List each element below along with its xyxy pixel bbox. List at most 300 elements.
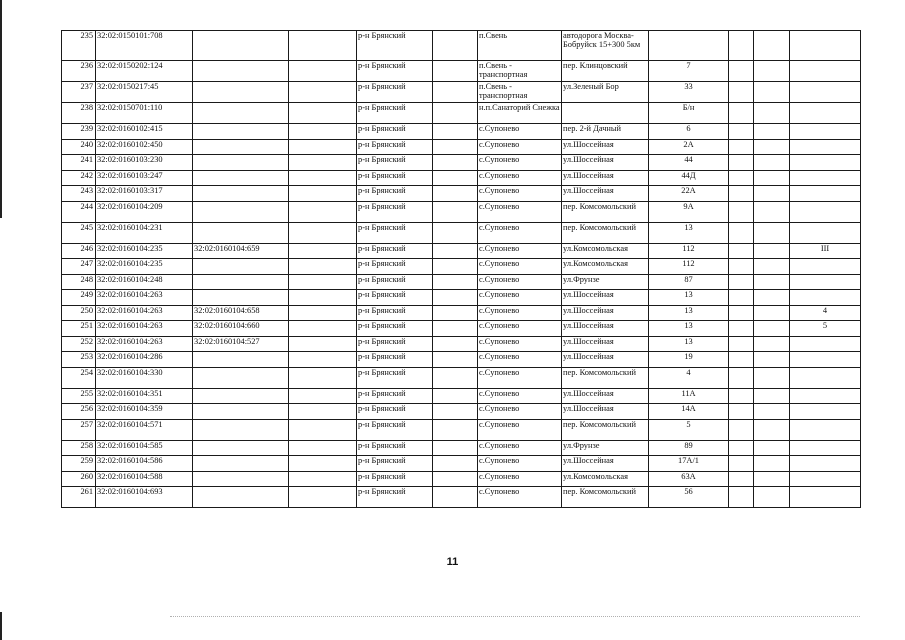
table-body (62, 31, 861, 508)
cell-cadastral-number: 32:02:0160104:286 (96, 352, 193, 368)
cell-blank-col-4 (289, 124, 357, 140)
cell-blank-col-10 (729, 352, 754, 368)
cell-blank-col-6 (433, 201, 478, 222)
cell-blank-col-10 (729, 336, 754, 352)
cell-street: пер. 2-й Дачный (562, 124, 649, 140)
cell-district: р-н Брянский (357, 222, 433, 243)
cell-blank-col-6 (433, 290, 478, 306)
cell-blank-col-6 (433, 352, 478, 368)
cell-blank-col-10 (729, 404, 754, 420)
cell-settlement: с.Супонево (478, 124, 562, 140)
cell-blank-col-4 (289, 139, 357, 155)
table-row (62, 222, 861, 243)
cell-blank-col-4 (289, 222, 357, 243)
cell-blank-col-10 (729, 243, 754, 259)
cell-blank-col-11 (754, 61, 790, 82)
table-row (62, 31, 861, 61)
cell-blank-col-4 (289, 456, 357, 472)
cell-settlement: с.Супонево (478, 243, 562, 259)
cell-blank-col-11 (754, 487, 790, 508)
cell-linked-cadastral-number (193, 31, 289, 61)
cell-linked-cadastral-number (193, 201, 289, 222)
cell-blank-col-6 (433, 222, 478, 243)
cell-street: ул.Комсомольская (562, 471, 649, 487)
cell-house-number: 87 (649, 274, 729, 290)
cell-blank-col-11 (754, 31, 790, 61)
cell-cadastral-number: 32:02:0150701:110 (96, 103, 193, 124)
cell-blank-col-10 (729, 259, 754, 275)
cell-blank-col-4 (289, 259, 357, 275)
cell-linked-cadastral-number (193, 124, 289, 140)
cell-blank-col-10 (729, 139, 754, 155)
cell-linked-cadastral-number (193, 471, 289, 487)
cell-blank-col-4 (289, 388, 357, 404)
scan-edge-mark-top (0, 0, 2, 218)
cell-street: пер. Комсомольский (562, 419, 649, 440)
cell-blank-col-10 (729, 61, 754, 82)
cell-house-number: 13 (649, 321, 729, 337)
cell-blank-col-11 (754, 336, 790, 352)
cell-cadastral-number: 32:02:0160104:235 (96, 243, 193, 259)
cell-blank-col-6 (433, 487, 478, 508)
cell-street: ул.Шоссейная (562, 456, 649, 472)
cell-district: р-н Брянский (357, 124, 433, 140)
cell-settlement: с.Супонево (478, 201, 562, 222)
cell-street: ул.Шоссейная (562, 290, 649, 306)
cell-extra-mark (790, 388, 861, 404)
cell-cadastral-number: 32:02:0160102:415 (96, 124, 193, 140)
cell-blank-col-11 (754, 471, 790, 487)
cell-linked-cadastral-number (193, 352, 289, 368)
cell-blank-col-4 (289, 352, 357, 368)
cell-street: ул.Шоссейная (562, 352, 649, 368)
cell-blank-col-6 (433, 170, 478, 186)
cell-cadastral-number: 32:02:0160104:585 (96, 440, 193, 456)
cell-linked-cadastral-number (193, 388, 289, 404)
table-row (62, 321, 861, 337)
table-row (62, 201, 861, 222)
cell-cadastral-number: 32:02:0160104:263 (96, 321, 193, 337)
table-row (62, 103, 861, 124)
table-row (62, 61, 861, 82)
cell-row-number: 240 (62, 139, 96, 155)
cell-row-number: 244 (62, 201, 96, 222)
cell-blank-col-11 (754, 419, 790, 440)
cell-blank-col-6 (433, 31, 478, 61)
cell-blank-col-10 (729, 388, 754, 404)
cell-blank-col-11 (754, 456, 790, 472)
cell-district: р-н Брянский (357, 186, 433, 202)
cell-district: р-н Брянский (357, 471, 433, 487)
cell-house-number: 56 (649, 487, 729, 508)
scan-edge-mark-bottom (0, 612, 2, 640)
cell-blank-col-6 (433, 336, 478, 352)
cell-blank-col-11 (754, 388, 790, 404)
cell-linked-cadastral-number (193, 103, 289, 124)
cell-house-number: 13 (649, 222, 729, 243)
cell-linked-cadastral-number (193, 170, 289, 186)
cell-blank-col-4 (289, 82, 357, 103)
cell-row-number: 239 (62, 124, 96, 140)
cell-district: р-н Брянский (357, 139, 433, 155)
cell-street: ул.Шоссейная (562, 321, 649, 337)
cell-house-number: 9А (649, 201, 729, 222)
cell-blank-col-11 (754, 259, 790, 275)
cell-extra-mark (790, 259, 861, 275)
cell-settlement: с.Супонево (478, 139, 562, 155)
cell-settlement: с.Супонево (478, 259, 562, 275)
cell-blank-col-11 (754, 222, 790, 243)
page-number: 11 (446, 556, 459, 568)
cell-cadastral-number: 32:02:0160104:248 (96, 274, 193, 290)
table-row (62, 336, 861, 352)
table-row (62, 471, 861, 487)
cell-linked-cadastral-number: 32:02:0160104:658 (193, 305, 289, 321)
cell-district: р-н Брянский (357, 82, 433, 103)
cell-district: р-н Брянский (357, 404, 433, 420)
table-row (62, 155, 861, 171)
cell-row-number: 253 (62, 352, 96, 368)
table-row (62, 305, 861, 321)
cell-settlement: с.Супонево (478, 274, 562, 290)
cell-blank-col-4 (289, 243, 357, 259)
cell-blank-col-6 (433, 259, 478, 275)
cell-blank-col-4 (289, 404, 357, 420)
cell-row-number: 242 (62, 170, 96, 186)
cell-cadastral-number: 32:02:0160103:230 (96, 155, 193, 171)
cell-blank-col-6 (433, 471, 478, 487)
cell-cadastral-number: 32:02:0160104:263 (96, 336, 193, 352)
cell-row-number: 237 (62, 82, 96, 103)
cell-extra-mark (790, 404, 861, 420)
cell-extra-mark (790, 222, 861, 243)
cell-cadastral-number: 32:02:0160104:209 (96, 201, 193, 222)
cell-blank-col-10 (729, 201, 754, 222)
cell-street: ул.Фрунзе (562, 274, 649, 290)
cell-cadastral-number: 32:02:0160104:588 (96, 471, 193, 487)
cell-house-number: 13 (649, 290, 729, 306)
cell-linked-cadastral-number (193, 82, 289, 103)
cell-blank-col-11 (754, 404, 790, 420)
cell-blank-col-10 (729, 305, 754, 321)
cell-blank-col-4 (289, 155, 357, 171)
cell-house-number: 7 (649, 61, 729, 82)
cell-street: ул.Шоссейная (562, 305, 649, 321)
cell-extra-mark (790, 274, 861, 290)
cell-row-number: 241 (62, 155, 96, 171)
cell-district: р-н Брянский (357, 367, 433, 388)
footer-scan-noise (170, 616, 860, 617)
cell-blank-col-11 (754, 201, 790, 222)
cell-row-number: 247 (62, 259, 96, 275)
cell-blank-col-10 (729, 367, 754, 388)
cell-row-number: 255 (62, 388, 96, 404)
cell-blank-col-11 (754, 305, 790, 321)
cell-cadastral-number: 32:02:0160104:586 (96, 456, 193, 472)
cell-linked-cadastral-number: 32:02:0160104:659 (193, 243, 289, 259)
cell-house-number: 13 (649, 336, 729, 352)
cell-extra-mark (790, 419, 861, 440)
cell-settlement: с.Супонево (478, 222, 562, 243)
cell-linked-cadastral-number (193, 259, 289, 275)
cell-blank-col-6 (433, 440, 478, 456)
cell-blank-col-10 (729, 321, 754, 337)
cell-extra-mark: III (790, 243, 861, 259)
cell-blank-col-4 (289, 487, 357, 508)
cell-blank-col-4 (289, 440, 357, 456)
cell-district: р-н Брянский (357, 201, 433, 222)
cell-street: ул.Шоссейная (562, 388, 649, 404)
cell-district: р-н Брянский (357, 419, 433, 440)
cell-extra-mark: 5 (790, 321, 861, 337)
cell-extra-mark (790, 352, 861, 368)
cell-extra-mark (790, 31, 861, 61)
cell-blank-col-6 (433, 82, 478, 103)
cell-district: р-н Брянский (357, 290, 433, 306)
cell-blank-col-11 (754, 243, 790, 259)
cell-settlement: п.Свень (478, 31, 562, 61)
cell-extra-mark (790, 201, 861, 222)
cell-blank-col-4 (289, 290, 357, 306)
cell-blank-col-4 (289, 305, 357, 321)
cell-cadastral-number: 32:02:0160104:263 (96, 305, 193, 321)
cell-street: пер. Комсомольский (562, 367, 649, 388)
cell-row-number: 250 (62, 305, 96, 321)
cell-linked-cadastral-number: 32:02:0160104:660 (193, 321, 289, 337)
cell-house-number: 44 (649, 155, 729, 171)
cell-settlement: с.Супонево (478, 305, 562, 321)
cell-blank-col-6 (433, 186, 478, 202)
cell-extra-mark (790, 139, 861, 155)
cell-blank-col-6 (433, 305, 478, 321)
cell-extra-mark (790, 440, 861, 456)
cell-district: р-н Брянский (357, 305, 433, 321)
cell-street: ул.Комсомольская (562, 243, 649, 259)
table-row (62, 487, 861, 508)
cell-settlement: с.Супонево (478, 186, 562, 202)
cell-linked-cadastral-number: 32:02:0160104:527 (193, 336, 289, 352)
cell-cadastral-number: 32:02:0160104:359 (96, 404, 193, 420)
cell-house-number: 112 (649, 259, 729, 275)
cell-settlement: с.Супонево (478, 321, 562, 337)
cell-extra-mark (790, 155, 861, 171)
cell-blank-col-4 (289, 367, 357, 388)
cell-extra-mark (790, 367, 861, 388)
cell-settlement: с.Супонево (478, 440, 562, 456)
cell-row-number: 258 (62, 440, 96, 456)
cell-cadastral-number: 32:02:0150202:124 (96, 61, 193, 82)
cell-blank-col-11 (754, 274, 790, 290)
cell-blank-col-4 (289, 419, 357, 440)
cell-blank-col-10 (729, 419, 754, 440)
cell-cadastral-number: 32:02:0160104:693 (96, 487, 193, 508)
cell-settlement: с.Супонево (478, 471, 562, 487)
cell-blank-col-11 (754, 321, 790, 337)
table-row (62, 274, 861, 290)
cell-blank-col-4 (289, 186, 357, 202)
cell-district: р-н Брянский (357, 259, 433, 275)
cell-blank-col-4 (289, 170, 357, 186)
cell-blank-col-11 (754, 124, 790, 140)
cell-district: р-н Брянский (357, 155, 433, 171)
cell-cadastral-number: 32:02:0150101:708 (96, 31, 193, 61)
cell-street: ул.Шоссейная (562, 155, 649, 171)
cell-extra-mark (790, 61, 861, 82)
cell-settlement: с.Супонево (478, 456, 562, 472)
cell-linked-cadastral-number (193, 419, 289, 440)
cell-settlement: с.Супонево (478, 487, 562, 508)
cell-blank-col-11 (754, 290, 790, 306)
cell-linked-cadastral-number (193, 274, 289, 290)
cell-linked-cadastral-number (193, 487, 289, 508)
cell-row-number: 235 (62, 31, 96, 61)
cell-street (562, 103, 649, 124)
cell-linked-cadastral-number (193, 155, 289, 171)
cell-house-number: 4 (649, 367, 729, 388)
cell-street: ул.Шоссейная (562, 170, 649, 186)
cell-street: ул.Шоссейная (562, 404, 649, 420)
cell-blank-col-10 (729, 155, 754, 171)
cell-blank-col-11 (754, 440, 790, 456)
registry-table (61, 30, 860, 508)
cell-street: ул.Шоссейная (562, 186, 649, 202)
cell-settlement: п.Свень - транспортная (478, 82, 562, 103)
cell-blank-col-11 (754, 139, 790, 155)
cell-blank-col-6 (433, 155, 478, 171)
cell-blank-col-11 (754, 352, 790, 368)
cell-row-number: 243 (62, 186, 96, 202)
cell-blank-col-6 (433, 456, 478, 472)
cell-district: р-н Брянский (357, 336, 433, 352)
table-row (62, 290, 861, 306)
cell-district: р-н Брянский (357, 170, 433, 186)
cell-blank-col-4 (289, 274, 357, 290)
cell-blank-col-11 (754, 367, 790, 388)
cell-extra-mark (790, 336, 861, 352)
cell-linked-cadastral-number (193, 139, 289, 155)
cell-blank-col-6 (433, 243, 478, 259)
cell-blank-col-4 (289, 61, 357, 82)
cell-blank-col-6 (433, 367, 478, 388)
cell-row-number: 260 (62, 471, 96, 487)
cell-settlement: с.Супонево (478, 155, 562, 171)
cell-extra-mark (790, 487, 861, 508)
cell-linked-cadastral-number (193, 186, 289, 202)
cell-district: р-н Брянский (357, 487, 433, 508)
cell-row-number: 251 (62, 321, 96, 337)
cell-cadastral-number: 32:02:0160103:317 (96, 186, 193, 202)
cell-house-number: 33 (649, 82, 729, 103)
cell-extra-mark: 4 (790, 305, 861, 321)
cell-blank-col-10 (729, 471, 754, 487)
cell-blank-col-11 (754, 186, 790, 202)
cell-cadastral-number: 32:02:0160104:231 (96, 222, 193, 243)
cell-district: р-н Брянский (357, 352, 433, 368)
cell-blank-col-6 (433, 274, 478, 290)
cell-district: р-н Брянский (357, 388, 433, 404)
cell-blank-col-4 (289, 31, 357, 61)
cell-blank-col-11 (754, 103, 790, 124)
cell-house-number: 19 (649, 352, 729, 368)
cell-house-number: 5 (649, 419, 729, 440)
cell-street: ул.Комсомольская (562, 259, 649, 275)
cell-linked-cadastral-number (193, 367, 289, 388)
table-row (62, 388, 861, 404)
cell-cadastral-number: 32:02:0160103:247 (96, 170, 193, 186)
cell-settlement: н.п.Санаторий Снежка (478, 103, 562, 124)
cell-extra-mark (790, 124, 861, 140)
cell-district: р-н Брянский (357, 456, 433, 472)
cell-district: р-н Брянский (357, 440, 433, 456)
cell-district: р-н Брянский (357, 243, 433, 259)
cell-street: пер. Комсомольский (562, 487, 649, 508)
cell-blank-col-10 (729, 440, 754, 456)
cell-blank-col-6 (433, 124, 478, 140)
cell-settlement: с.Супонево (478, 170, 562, 186)
cell-blank-col-10 (729, 124, 754, 140)
cell-linked-cadastral-number (193, 61, 289, 82)
cell-street: ул.Фрунзе (562, 440, 649, 456)
cell-house-number: 2А (649, 139, 729, 155)
cell-house-number: 13 (649, 305, 729, 321)
cell-blank-col-4 (289, 201, 357, 222)
cell-house-number: Б/н (649, 103, 729, 124)
cell-blank-col-10 (729, 456, 754, 472)
cell-house-number: 17А/1 (649, 456, 729, 472)
cell-blank-col-4 (289, 336, 357, 352)
cell-blank-col-10 (729, 186, 754, 202)
cell-house-number: 22А (649, 186, 729, 202)
cell-blank-col-11 (754, 170, 790, 186)
cell-extra-mark (790, 170, 861, 186)
cell-row-number: 238 (62, 103, 96, 124)
table-row (62, 139, 861, 155)
cell-blank-col-10 (729, 82, 754, 103)
table-row (62, 404, 861, 420)
table-row (62, 124, 861, 140)
cell-house-number: 89 (649, 440, 729, 456)
cell-district: р-н Брянский (357, 31, 433, 61)
cell-house-number: 112 (649, 243, 729, 259)
cell-cadastral-number: 32:02:0160104:235 (96, 259, 193, 275)
cell-blank-col-11 (754, 82, 790, 103)
table-row (62, 419, 861, 440)
cell-cadastral-number: 32:02:0160104:263 (96, 290, 193, 306)
table-row (62, 352, 861, 368)
cell-extra-mark (790, 471, 861, 487)
table-row (62, 82, 861, 103)
cell-linked-cadastral-number (193, 440, 289, 456)
cell-blank-col-6 (433, 61, 478, 82)
cell-row-number: 259 (62, 456, 96, 472)
cell-cadastral-number: 32:02:0160104:330 (96, 367, 193, 388)
cell-linked-cadastral-number (193, 456, 289, 472)
cell-extra-mark (790, 290, 861, 306)
cell-row-number: 261 (62, 487, 96, 508)
cell-row-number: 245 (62, 222, 96, 243)
cell-row-number: 257 (62, 419, 96, 440)
cell-row-number: 256 (62, 404, 96, 420)
cell-street: пер. Комсомольский (562, 222, 649, 243)
cell-blank-col-6 (433, 388, 478, 404)
cell-district: р-н Брянский (357, 61, 433, 82)
cell-blank-col-11 (754, 155, 790, 171)
cell-linked-cadastral-number (193, 404, 289, 420)
cell-linked-cadastral-number (193, 290, 289, 306)
cell-blank-col-10 (729, 487, 754, 508)
cell-district: р-н Брянский (357, 321, 433, 337)
cell-settlement: с.Супонево (478, 336, 562, 352)
